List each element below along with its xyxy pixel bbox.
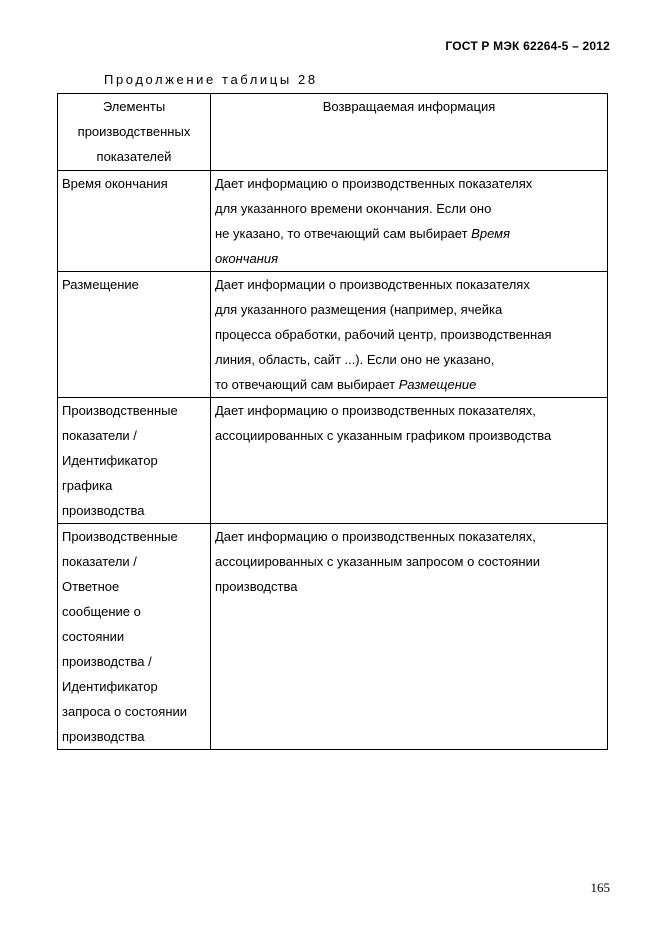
table-row	[58, 171, 608, 272]
element-cell	[58, 524, 211, 750]
element-line: Время окончания	[62, 176, 168, 191]
info-line: Дает информации о производственных показателях	[215, 277, 530, 292]
element-line: Размещение	[62, 277, 139, 292]
table-row	[58, 524, 608, 750]
production-indicators-table	[57, 93, 608, 750]
element-line: запроса о состоянии	[62, 704, 188, 719]
table-row	[58, 272, 608, 398]
element-line: Идентификатор	[62, 453, 158, 468]
header-line: Элементы	[102, 99, 166, 114]
element-line: Ответное	[62, 579, 120, 594]
info-cell	[211, 524, 608, 750]
info-line: для указанного времени окончания. Если оно	[215, 201, 492, 216]
info-emphasis: Размещение	[398, 377, 477, 392]
element-line: состоянии	[62, 629, 125, 644]
info-line: для указанного размещения (например, ячейка	[215, 302, 503, 317]
info-text: не указано, то отвечающий сам выбирает	[215, 226, 468, 241]
document-standard-header: ГОСТ Р МЭК 62264-5 – 2012	[445, 39, 610, 53]
element-line: показатели /	[62, 554, 137, 569]
header-line: показателей	[96, 149, 172, 164]
element-line: сообщение о	[62, 604, 141, 619]
info-cell	[211, 171, 608, 272]
page-number: 165	[590, 880, 610, 895]
table-header-row	[58, 94, 608, 171]
element-cell	[58, 272, 211, 398]
info-cell	[211, 398, 608, 524]
header-line: производственных	[77, 124, 191, 139]
element-line: производства	[62, 503, 145, 518]
info-line	[215, 221, 603, 246]
element-cell	[58, 398, 211, 524]
column-header-returned-info	[211, 94, 608, 171]
info-emphasis: Время	[471, 226, 511, 241]
element-cell	[58, 171, 211, 272]
element-line: Производственные	[62, 529, 178, 544]
column-header-elements	[58, 94, 211, 171]
header-line: Возвращаемая информация	[322, 99, 496, 114]
info-line: Дает информацию о производственных показателях,	[215, 529, 536, 544]
info-line: процесса обработки, рабочий центр, производственная	[215, 327, 552, 342]
info-emphasis: окончания	[215, 251, 279, 266]
table-row	[58, 398, 608, 524]
info-line: Дает информацию о производственных показателях,	[215, 403, 536, 418]
info-line: линия, область, сайт ...). Если оно не указано,	[215, 352, 495, 367]
element-line: Идентификатор	[62, 679, 158, 694]
element-line: производства	[62, 729, 145, 744]
info-text: то отвечающий сам выбирает	[215, 377, 396, 392]
info-line: Дает информацию о производственных показателях	[215, 176, 533, 191]
info-line: ассоциированных с указанным запросом о состоянии	[215, 554, 541, 569]
info-line	[215, 372, 603, 397]
element-line: показатели /	[62, 428, 137, 443]
element-line: графика	[62, 478, 113, 493]
info-line: ассоциированных с указанным графиком производства	[215, 428, 552, 443]
element-line: Производственные	[62, 403, 178, 418]
table-caption: Продолжение таблицы 28	[104, 72, 318, 87]
info-line: производства	[215, 579, 298, 594]
element-line: производства /	[62, 654, 152, 669]
info-cell	[211, 272, 608, 398]
